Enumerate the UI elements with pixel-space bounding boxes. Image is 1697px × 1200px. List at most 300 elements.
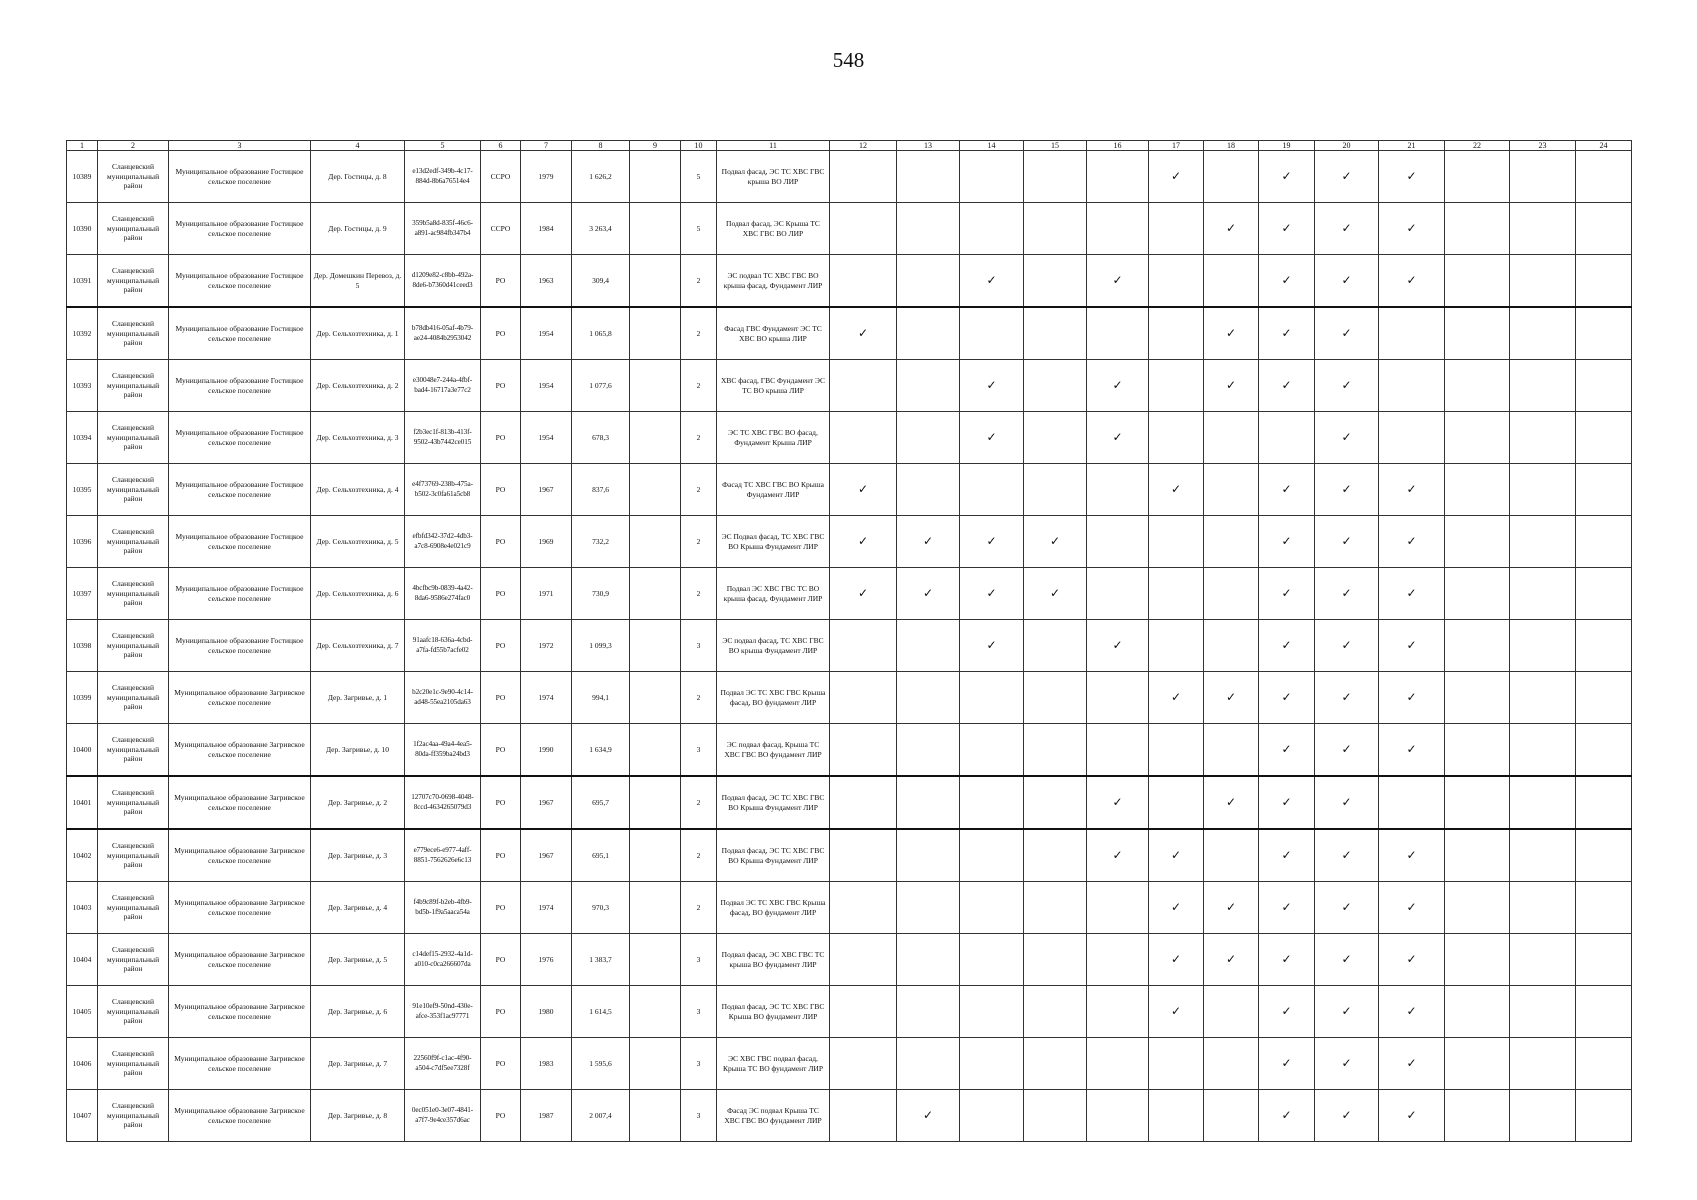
municipality-cell: Муниципальное образование Загривское сельское поселение	[169, 829, 311, 882]
year-cell: 1980	[521, 986, 572, 1038]
district-cell: Сланцевский муниципальный район	[98, 516, 169, 568]
area-cell: 1 065,8	[572, 307, 630, 360]
works-cell: Подвал фасад, ЭС ХВС ГВС ТС крыша ВО фундамент ЛИР	[717, 934, 830, 986]
empty-cell	[1576, 986, 1632, 1038]
check-mark-icon: ✓	[1024, 516, 1087, 568]
uuid-cell: d1209e82-c8bb-492a-8de6-b7360d41ceed3	[405, 255, 481, 308]
empty-cell	[1204, 1090, 1259, 1142]
type-cell: ССРО	[481, 203, 521, 255]
row-id: 10394	[67, 412, 98, 464]
table-row	[67, 203, 1632, 255]
table-row	[67, 412, 1632, 464]
column-number: 15	[1024, 141, 1087, 151]
check-mark-icon: ✓	[1315, 882, 1379, 934]
check-mark-icon: ✓	[1149, 934, 1204, 986]
check-mark-icon: ✓	[1024, 568, 1087, 620]
works-cell: Подвал фасад, ЭС ТС ХВС ГВС крыша ВО ЛИР	[717, 151, 830, 203]
empty-cell	[1204, 568, 1259, 620]
district-cell: Сланцевский муниципальный район	[98, 255, 169, 308]
uuid-cell: 0ec051e0-3e07-4841-a7f7-9e4ce357d6ac	[405, 1090, 481, 1142]
empty-cell	[1445, 882, 1510, 934]
check-mark-icon: ✓	[1379, 255, 1445, 308]
empty-cell	[1576, 360, 1632, 412]
empty-cell	[1445, 412, 1510, 464]
works-cell: ХВС фасад, ГВС Фундамент ЭС ТС ВО крыша ЛИР	[717, 360, 830, 412]
floors-cell: 2	[681, 672, 717, 724]
empty-cell	[1510, 1090, 1576, 1142]
type-cell: РО	[481, 307, 521, 360]
area-cell: 1 595,6	[572, 1038, 630, 1090]
area-cell: 678,3	[572, 412, 630, 464]
check-mark-icon: ✓	[1087, 360, 1149, 412]
empty-cell	[1149, 724, 1204, 777]
empty-cell	[1024, 1038, 1087, 1090]
table-row	[67, 516, 1632, 568]
floors-cell: 3	[681, 724, 717, 777]
uuid-cell: e779ece6-e977-4aff-8851-7562626e6c13	[405, 829, 481, 882]
municipality-cell: Муниципальное образование Загривское сельское поселение	[169, 934, 311, 986]
check-mark-icon: ✓	[1259, 1090, 1315, 1142]
table-row	[67, 360, 1632, 412]
address-cell: Дер. Сельхозтехника, д. 5	[311, 516, 405, 568]
empty-cell	[830, 934, 897, 986]
empty-cell	[1510, 255, 1576, 308]
address-cell: Дер. Гостицы, д. 8	[311, 151, 405, 203]
empty-cell	[897, 620, 960, 672]
check-mark-icon: ✓	[830, 568, 897, 620]
check-mark-icon: ✓	[1379, 1090, 1445, 1142]
empty-cell	[630, 882, 681, 934]
district-cell: Сланцевский муниципальный район	[98, 151, 169, 203]
check-mark-icon: ✓	[1259, 776, 1315, 829]
empty-cell	[897, 307, 960, 360]
municipality-cell: Муниципальное образование Гостицкое сельское поселение	[169, 307, 311, 360]
address-cell: Дер. Загривье, д. 4	[311, 882, 405, 934]
area-cell: 1 634,9	[572, 724, 630, 777]
empty-cell	[1024, 203, 1087, 255]
uuid-cell: 1f2ac4aa-49a4-4ea5-80da-ff359ba24bd3	[405, 724, 481, 777]
empty-cell	[960, 1038, 1024, 1090]
column-number: 10	[681, 141, 717, 151]
empty-cell	[830, 776, 897, 829]
type-cell: РО	[481, 1038, 521, 1090]
empty-cell	[1024, 360, 1087, 412]
district-cell: Сланцевский муниципальный район	[98, 986, 169, 1038]
floors-cell: 2	[681, 412, 717, 464]
table-row	[67, 986, 1632, 1038]
check-mark-icon: ✓	[1259, 620, 1315, 672]
column-number: 23	[1510, 141, 1576, 151]
check-mark-icon: ✓	[1259, 360, 1315, 412]
column-number: 22	[1445, 141, 1510, 151]
empty-cell	[1445, 829, 1510, 882]
year-cell: 1972	[521, 620, 572, 672]
area-cell: 695,7	[572, 776, 630, 829]
table-row	[67, 882, 1632, 934]
column-number: 17	[1149, 141, 1204, 151]
empty-cell	[1204, 516, 1259, 568]
area-cell: 2 007,4	[572, 1090, 630, 1142]
empty-cell	[960, 776, 1024, 829]
check-mark-icon: ✓	[960, 568, 1024, 620]
empty-cell	[630, 255, 681, 308]
column-number: 6	[481, 141, 521, 151]
table-row	[67, 307, 1632, 360]
works-cell: ЭС ХВС ГВС подвал фасад, Крыша ТС ВО фундамент ЛИР	[717, 1038, 830, 1090]
type-cell: РО	[481, 568, 521, 620]
empty-cell	[830, 151, 897, 203]
address-cell: Дер. Сельхозтехника, д. 2	[311, 360, 405, 412]
municipality-cell: Муниципальное образование Гостицкое сельское поселение	[169, 464, 311, 516]
empty-cell	[1024, 151, 1087, 203]
empty-cell	[1024, 672, 1087, 724]
table-row	[67, 255, 1632, 308]
works-cell: Фасад ТС ХВС ГВС ВО Крыша Фундамент ЛИР	[717, 464, 830, 516]
year-cell: 1974	[521, 672, 572, 724]
year-cell: 1976	[521, 934, 572, 986]
table-row	[67, 776, 1632, 829]
check-mark-icon: ✓	[1315, 568, 1379, 620]
empty-cell	[1576, 934, 1632, 986]
empty-cell	[1445, 1090, 1510, 1142]
empty-cell	[1024, 1090, 1087, 1142]
district-cell: Сланцевский муниципальный район	[98, 672, 169, 724]
empty-cell	[630, 1090, 681, 1142]
district-cell: Сланцевский муниципальный район	[98, 307, 169, 360]
municipality-cell: Муниципальное образование Гостицкое сельское поселение	[169, 151, 311, 203]
address-cell: Дер. Загривье, д. 6	[311, 986, 405, 1038]
type-cell: РО	[481, 829, 521, 882]
works-cell: Фасад ЭС подвал Крыша ТС ХВС ГВС ВО фундамент ЛИР	[717, 1090, 830, 1142]
empty-cell	[630, 203, 681, 255]
works-cell: ЭС подвал фасад, ТС ХВС ГВС ВО крыша Фундамент ЛИР	[717, 620, 830, 672]
check-mark-icon: ✓	[1379, 934, 1445, 986]
check-mark-icon: ✓	[1204, 360, 1259, 412]
works-cell: Подвал фасад, ЭС ТС ХВС ГВС Крыша ВО фундамент ЛИР	[717, 986, 830, 1038]
empty-cell	[1024, 986, 1087, 1038]
floors-cell: 2	[681, 255, 717, 308]
empty-cell	[830, 829, 897, 882]
municipality-cell: Муниципальное образование Гостицкое сельское поселение	[169, 516, 311, 568]
works-cell: Подвал ЭС ТС ХВС ГВС Крыша фасад, ВО фундамент ЛИР	[717, 672, 830, 724]
check-mark-icon: ✓	[1379, 986, 1445, 1038]
empty-cell	[1204, 724, 1259, 777]
check-mark-icon: ✓	[1315, 203, 1379, 255]
type-cell: РО	[481, 986, 521, 1038]
floors-cell: 2	[681, 516, 717, 568]
address-cell: Дер. Сельхозтехника, д. 4	[311, 464, 405, 516]
type-cell: РО	[481, 672, 521, 724]
empty-cell	[1204, 412, 1259, 464]
row-id: 10391	[67, 255, 98, 308]
district-cell: Сланцевский муниципальный район	[98, 568, 169, 620]
works-cell: ЭС ТС ХВС ГВС ВО фасад, Фундамент Крыша ЛИР	[717, 412, 830, 464]
row-id: 10405	[67, 986, 98, 1038]
municipality-cell: Муниципальное образование Загривское сельское поселение	[169, 672, 311, 724]
table-row	[67, 829, 1632, 882]
district-cell: Сланцевский муниципальный район	[98, 620, 169, 672]
municipality-cell: Муниципальное образование Загривское сельское поселение	[169, 776, 311, 829]
year-cell: 1967	[521, 464, 572, 516]
empty-cell	[1510, 934, 1576, 986]
empty-cell	[1510, 724, 1576, 777]
empty-cell	[1510, 829, 1576, 882]
area-cell: 994,1	[572, 672, 630, 724]
empty-cell	[1379, 360, 1445, 412]
check-mark-icon: ✓	[1315, 464, 1379, 516]
uuid-cell: e4f73769-238b-475a-b502-3c0fa61a5cb8	[405, 464, 481, 516]
table-row	[67, 568, 1632, 620]
floors-cell: 2	[681, 307, 717, 360]
empty-cell	[1445, 724, 1510, 777]
column-number: 9	[630, 141, 681, 151]
floors-cell: 2	[681, 882, 717, 934]
type-cell: РО	[481, 620, 521, 672]
area-cell: 695,1	[572, 829, 630, 882]
check-mark-icon: ✓	[1315, 307, 1379, 360]
row-id: 10397	[67, 568, 98, 620]
municipality-cell: Муниципальное образование Гостицкое сельское поселение	[169, 360, 311, 412]
empty-cell	[630, 1038, 681, 1090]
column-number: 20	[1315, 141, 1379, 151]
address-cell: Дер. Сельхозтехника, д. 3	[311, 412, 405, 464]
check-mark-icon: ✓	[1259, 516, 1315, 568]
empty-cell	[1149, 568, 1204, 620]
check-mark-icon: ✓	[1315, 516, 1379, 568]
check-mark-icon: ✓	[897, 516, 960, 568]
empty-cell	[1445, 360, 1510, 412]
empty-cell	[630, 151, 681, 203]
empty-cell	[1445, 151, 1510, 203]
floors-cell: 2	[681, 829, 717, 882]
empty-cell	[1445, 203, 1510, 255]
page-number: 548	[832, 48, 865, 72]
check-mark-icon: ✓	[1259, 986, 1315, 1038]
address-cell: Дер. Загривье, д. 3	[311, 829, 405, 882]
empty-cell	[1379, 776, 1445, 829]
empty-cell	[1445, 776, 1510, 829]
check-mark-icon: ✓	[1315, 1038, 1379, 1090]
check-mark-icon: ✓	[1087, 829, 1149, 882]
column-number: 21	[1379, 141, 1445, 151]
column-number: 4	[311, 141, 405, 151]
district-cell: Сланцевский муниципальный район	[98, 829, 169, 882]
empty-cell	[1149, 776, 1204, 829]
empty-cell	[1087, 724, 1149, 777]
check-mark-icon: ✓	[1259, 255, 1315, 308]
empty-cell	[630, 934, 681, 986]
empty-cell	[1087, 464, 1149, 516]
empty-cell	[830, 672, 897, 724]
empty-cell	[1087, 203, 1149, 255]
type-cell: РО	[481, 882, 521, 934]
district-cell: Сланцевский муниципальный район	[98, 776, 169, 829]
empty-cell	[1510, 620, 1576, 672]
check-mark-icon: ✓	[1259, 672, 1315, 724]
table-row	[67, 672, 1632, 724]
column-number: 3	[169, 141, 311, 151]
year-cell: 1954	[521, 412, 572, 464]
empty-cell	[1087, 1090, 1149, 1142]
empty-cell	[1024, 776, 1087, 829]
row-id: 10407	[67, 1090, 98, 1142]
floors-cell: 3	[681, 986, 717, 1038]
area-cell: 1 099,3	[572, 620, 630, 672]
address-cell: Дер. Гостицы, д. 9	[311, 203, 405, 255]
empty-cell	[1149, 620, 1204, 672]
column-number: 5	[405, 141, 481, 151]
empty-cell	[1379, 307, 1445, 360]
empty-cell	[1149, 1038, 1204, 1090]
check-mark-icon: ✓	[1379, 568, 1445, 620]
check-mark-icon: ✓	[1149, 829, 1204, 882]
column-number: 12	[830, 141, 897, 151]
check-mark-icon: ✓	[830, 307, 897, 360]
empty-cell	[1149, 307, 1204, 360]
check-mark-icon: ✓	[960, 620, 1024, 672]
check-mark-icon: ✓	[1259, 724, 1315, 777]
uuid-cell: e13d2edf-349b-4c17-884d-8b6a76514e4	[405, 151, 481, 203]
empty-cell	[1445, 568, 1510, 620]
empty-cell	[1576, 672, 1632, 724]
municipality-cell: Муниципальное образование Гостицкое сельское поселение	[169, 568, 311, 620]
municipality-cell: Муниципальное образование Загривское сельское поселение	[169, 1038, 311, 1090]
check-mark-icon: ✓	[1379, 203, 1445, 255]
empty-cell	[1445, 934, 1510, 986]
uuid-cell: 91e10ef9-50nd-430e-afce-353f1ac97771	[405, 986, 481, 1038]
empty-cell	[1204, 620, 1259, 672]
check-mark-icon: ✓	[960, 360, 1024, 412]
floors-cell: 3	[681, 934, 717, 986]
check-mark-icon: ✓	[1315, 672, 1379, 724]
row-id: 10400	[67, 724, 98, 777]
table-row	[67, 464, 1632, 516]
check-mark-icon: ✓	[1204, 776, 1259, 829]
check-mark-icon: ✓	[1259, 1038, 1315, 1090]
district-cell: Сланцевский муниципальный район	[98, 934, 169, 986]
empty-cell	[1510, 412, 1576, 464]
empty-cell	[1510, 151, 1576, 203]
check-mark-icon: ✓	[830, 516, 897, 568]
area-cell: 1 626,2	[572, 151, 630, 203]
empty-cell	[630, 516, 681, 568]
municipality-cell: Муниципальное образование Гостицкое сельское поселение	[169, 620, 311, 672]
empty-cell	[630, 568, 681, 620]
district-cell: Сланцевский муниципальный район	[98, 412, 169, 464]
works-cell: Подвал фасад, ЭС ТС ХВС ГВС ВО Крыша Фундамент ЛИР	[717, 776, 830, 829]
empty-cell	[1204, 829, 1259, 882]
address-cell: Дер. Загривье, д. 5	[311, 934, 405, 986]
empty-cell	[830, 255, 897, 308]
check-mark-icon: ✓	[1315, 829, 1379, 882]
empty-cell	[830, 360, 897, 412]
empty-cell	[1087, 882, 1149, 934]
row-id: 10392	[67, 307, 98, 360]
year-cell: 1987	[521, 1090, 572, 1142]
area-cell: 1 383,7	[572, 934, 630, 986]
address-cell: Дер. Сельхозтехника, д. 7	[311, 620, 405, 672]
empty-cell	[1149, 255, 1204, 308]
check-mark-icon: ✓	[1204, 672, 1259, 724]
column-number: 16	[1087, 141, 1149, 151]
empty-cell	[897, 776, 960, 829]
type-cell: РО	[481, 412, 521, 464]
empty-cell	[1510, 307, 1576, 360]
empty-cell	[1576, 412, 1632, 464]
column-number: 13	[897, 141, 960, 151]
area-cell: 837,6	[572, 464, 630, 516]
type-cell: РО	[481, 1090, 521, 1142]
empty-cell	[830, 986, 897, 1038]
address-cell: Дер. Сельхозтехника, д. 6	[311, 568, 405, 620]
empty-cell	[630, 829, 681, 882]
empty-cell	[1087, 672, 1149, 724]
check-mark-icon: ✓	[1149, 672, 1204, 724]
year-cell: 1984	[521, 203, 572, 255]
type-cell: РО	[481, 516, 521, 568]
empty-cell	[630, 776, 681, 829]
empty-cell	[830, 882, 897, 934]
table-row	[67, 724, 1632, 777]
check-mark-icon: ✓	[960, 516, 1024, 568]
column-number: 18	[1204, 141, 1259, 151]
check-mark-icon: ✓	[1259, 203, 1315, 255]
empty-cell	[1149, 360, 1204, 412]
check-mark-icon: ✓	[1259, 882, 1315, 934]
column-number: 1	[67, 141, 98, 151]
empty-cell	[630, 620, 681, 672]
empty-cell	[1510, 1038, 1576, 1090]
year-cell: 1963	[521, 255, 572, 308]
check-mark-icon: ✓	[1087, 620, 1149, 672]
empty-cell	[830, 1038, 897, 1090]
floors-cell: 2	[681, 568, 717, 620]
empty-cell	[1576, 568, 1632, 620]
check-mark-icon: ✓	[1204, 882, 1259, 934]
check-mark-icon: ✓	[1149, 986, 1204, 1038]
works-cell: ЭС подвал ТС ХВС ГВС ВО крыша фасад, Фундамент ЛИР	[717, 255, 830, 308]
area-cell: 3 263,4	[572, 203, 630, 255]
empty-cell	[1204, 464, 1259, 516]
empty-cell	[1576, 1090, 1632, 1142]
empty-cell	[1445, 464, 1510, 516]
check-mark-icon: ✓	[1379, 516, 1445, 568]
empty-cell	[1024, 255, 1087, 308]
empty-cell	[1445, 307, 1510, 360]
empty-cell	[1510, 986, 1576, 1038]
empty-cell	[630, 672, 681, 724]
column-number: 7	[521, 141, 572, 151]
column-number-row	[67, 141, 1632, 151]
check-mark-icon: ✓	[1259, 307, 1315, 360]
check-mark-icon: ✓	[1315, 986, 1379, 1038]
table-row	[67, 934, 1632, 986]
empty-cell	[897, 151, 960, 203]
empty-cell	[1087, 986, 1149, 1038]
uuid-cell: 91aafc18-636a-4cbd-a7fa-fd55b7acfe02	[405, 620, 481, 672]
check-mark-icon: ✓	[1379, 151, 1445, 203]
empty-cell	[960, 882, 1024, 934]
empty-cell	[1087, 151, 1149, 203]
area-cell: 1 077,6	[572, 360, 630, 412]
check-mark-icon: ✓	[1379, 1038, 1445, 1090]
column-number: 24	[1576, 141, 1632, 151]
uuid-cell: b78db416-05af-4b79-ae24-4084b2953042	[405, 307, 481, 360]
check-mark-icon: ✓	[1087, 776, 1149, 829]
empty-cell	[897, 882, 960, 934]
municipality-cell: Муниципальное образование Гостицкое сельское поселение	[169, 203, 311, 255]
empty-cell	[1445, 516, 1510, 568]
